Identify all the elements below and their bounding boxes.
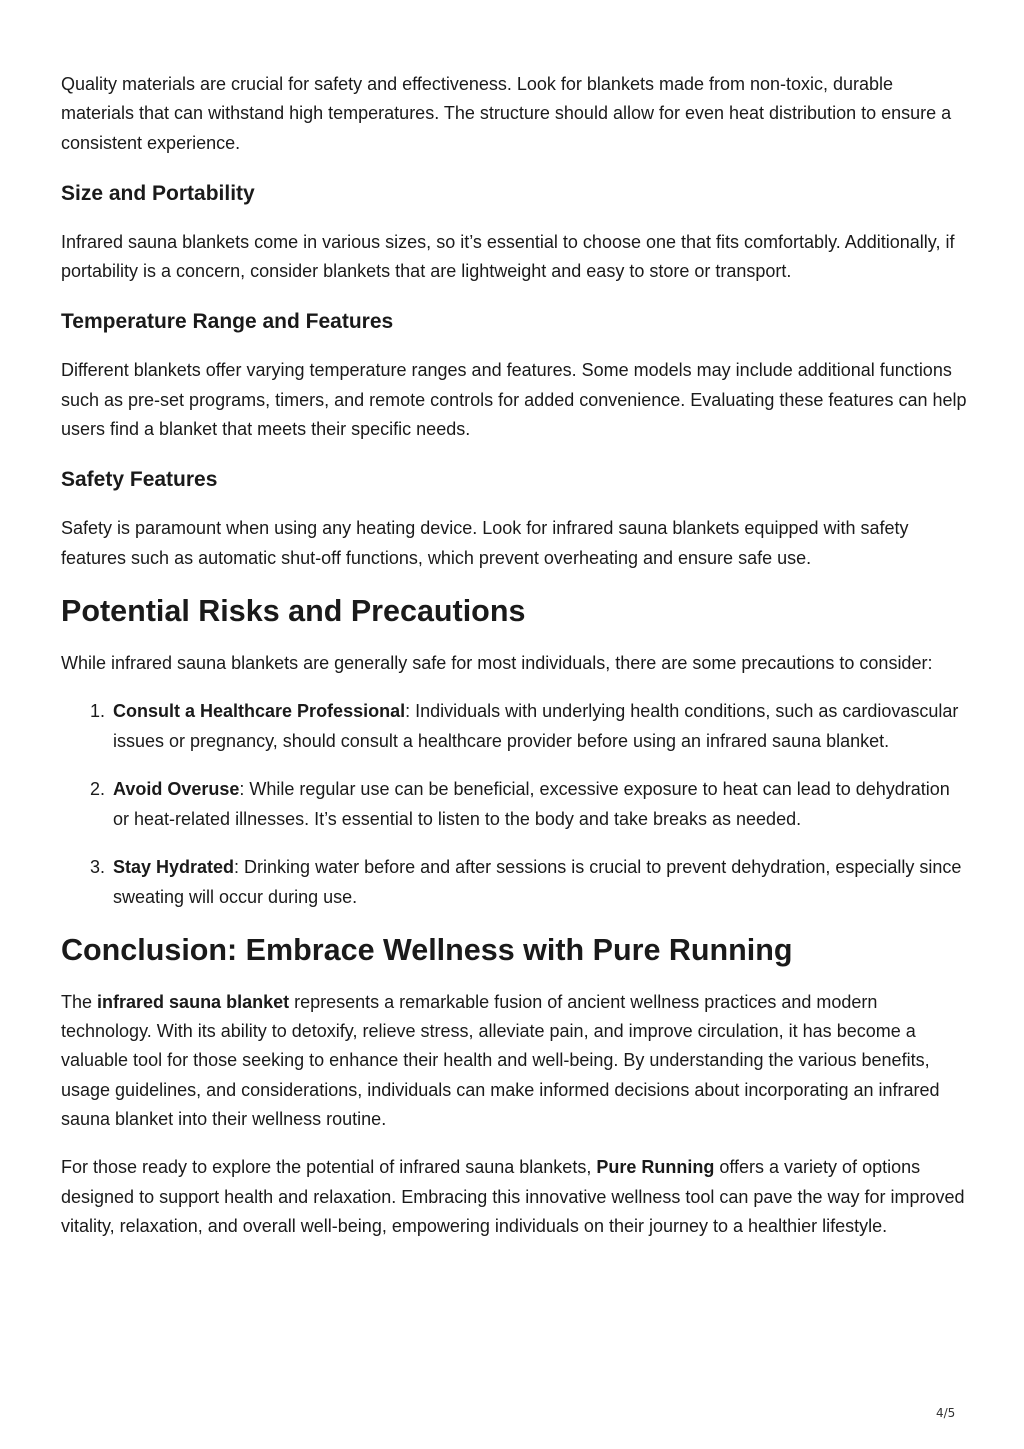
conclusion-heading: Conclusion: Embrace Wellness with Pure Running xyxy=(61,932,793,967)
list-item-number: 1. xyxy=(90,701,106,722)
conclusion-p1-keyword: infrared sauna blanket xyxy=(97,991,290,1012)
conclusion-p1-lead: The xyxy=(61,991,98,1012)
section-heading-safety-features: Safety Features xyxy=(61,468,218,492)
list-item-title: Consult a Healthcare Professional xyxy=(113,701,406,722)
page-number: 4/5 xyxy=(936,1406,956,1420)
list-item xyxy=(90,775,969,834)
list-item-text: : Individuals with underlying health conditions, such as cardiovascular issues or pregnancy, should consult a healthcare provider before using an infrared sauna blanket. xyxy=(113,701,959,751)
list-item xyxy=(90,697,969,756)
risks-heading: Potential Risks and Precautions xyxy=(61,593,526,628)
section-body-safety-features: Safety is paramount when using any heating device. Look for infrared sauna blankets equipped with safety features such as automatic shut-off functions, which prevent overheating and ensure safe use. xyxy=(61,518,909,568)
list-item-number: 3. xyxy=(90,857,106,878)
section-heading-temperature-range: Temperature Range and Features xyxy=(61,310,394,334)
risks-intro: While infrared sauna blankets are generally safe for most individuals, there are some precautions to consider: xyxy=(61,652,933,673)
precautions-list xyxy=(61,697,969,912)
list-item-text: : Drinking water before and after sessions is crucial to prevent dehydration, especially since sweating will occur during use. xyxy=(113,857,962,907)
document-page xyxy=(61,70,969,1241)
list-item xyxy=(90,853,969,912)
section-heading-size-portability: Size and Portability xyxy=(61,181,255,205)
conclusion-p2-lead: For those ready to explore the potential of infrared sauna blankets, xyxy=(61,1157,597,1178)
intro-paragraph: Quality materials are crucial for safety and effectiveness. Look for blankets made from non-toxic, durable materials that can withstand high temperatures. The structure should allow for even heat distribution to ensure a consistent experience. xyxy=(61,74,952,153)
list-item-number: 2. xyxy=(90,779,106,800)
section-body-size-portability: Infrared sauna blankets come in various sizes, so it’s essential to choose one that fits comfortably. Additionally, if portability is a concern, consider blankets that are lightweight and easy to store or transport. xyxy=(61,231,955,282)
conclusion-p1-rest: represents a remarkable fusion of ancient wellness practices and modern technology. With its ability to detoxify, relieve stress, alleviate pain, and improve circulation, it has become a valuable tool for those seeking to enhance their health and well-being. By understanding the various benefits, usage guidelines, and considerations, individuals can make informed decisions about incorporating an infrared sauna blanket into their wellness routine. xyxy=(61,991,940,1130)
conclusion-paragraph-1 xyxy=(61,988,969,1134)
list-item-title: Avoid Overuse xyxy=(113,779,240,800)
list-item-text: : While regular use can be beneficial, excessive exposure to heat can lead to dehydration or heat-related illnesses. It’s essential to listen to the body and take breaks as needed. xyxy=(113,779,950,829)
list-item-title: Stay Hydrated xyxy=(113,857,235,878)
conclusion-p2-brand: Pure Running xyxy=(596,1157,715,1178)
conclusion-paragraph-2 xyxy=(61,1153,969,1241)
section-body-temperature-range: Different blankets offer varying temperature ranges and features. Some models may include additional functions such as pre-set programs, timers, and remote controls for added convenience. Evaluating these features can help users find a blanket that meets their specific needs. xyxy=(61,360,967,440)
conclusion-p2-rest: offers a variety of options designed to support health and relaxation. Embracing this innovative wellness tool can pave the way for improved vitality, relaxation, and overall well-being, empowering individuals on their journey to a healthier lifestyle. xyxy=(61,1157,965,1236)
